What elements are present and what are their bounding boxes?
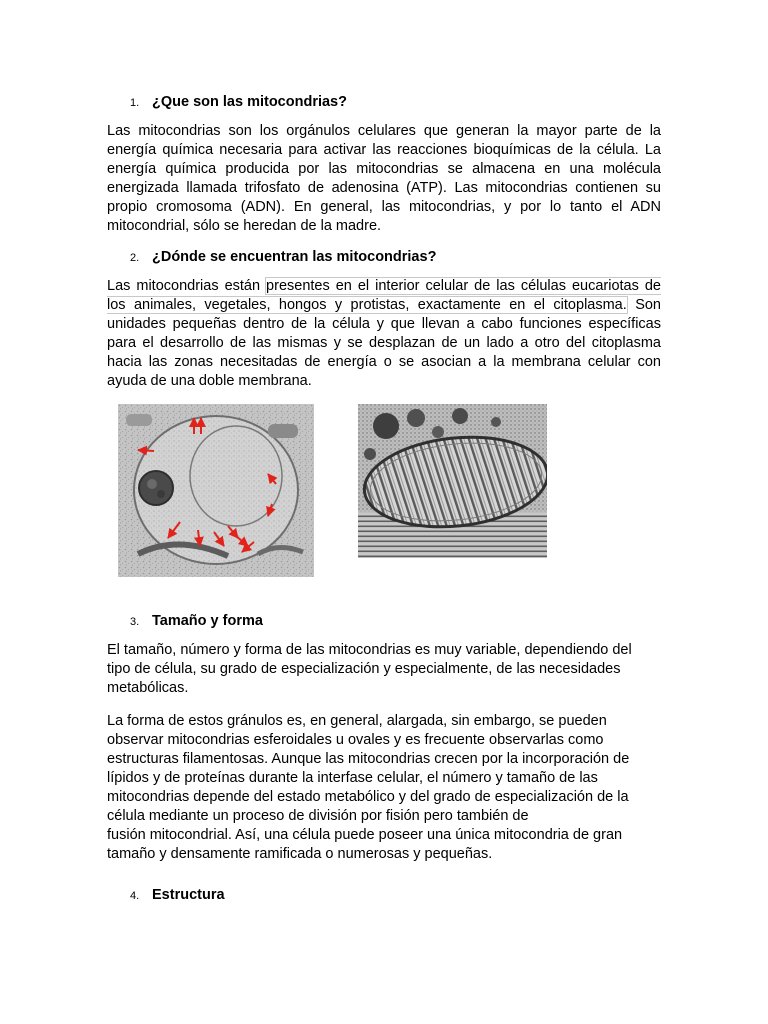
section-3-heading [130, 612, 263, 631]
text-run: Las mitocondrias están [107, 278, 267, 294]
text-line: energizada llamada trifosfato de adenosina (ATP). Las mitocondrias contienen su [107, 180, 661, 196]
section-1-heading [130, 93, 347, 112]
section-2-title: ¿Dónde se encuentran las mitocondrias? [152, 249, 437, 265]
text-line: Las mitocondrias son los orgánulos celulares que generan la mayor parte de la [107, 123, 661, 139]
text-line [107, 277, 661, 296]
text-line: energía química producida por las mitocondrias se almacena en una molécula [107, 161, 661, 177]
text-line: observar mitocondrias esferoidales u ovales y es frecuente observarlas como [107, 732, 604, 748]
section-2-paragraph [107, 277, 661, 391]
text-line: mitocondrias depende del estado metabólico y del grado de especialización de la [107, 789, 629, 805]
mitochondrion-micrograph-image [358, 404, 547, 558]
text-line: tipo de célula, su grado de especialización y especialmente, de las necesidades [107, 661, 621, 677]
text-line [107, 296, 661, 315]
section-3-paragraph-1 [107, 641, 661, 698]
text-line: propio cromosoma (ADN). En general, las mitocondrias, y por lo tanto el ADN [107, 199, 661, 215]
text-line: El tamaño, número y forma de las mitocondrias es muy variable, dependiendo del [107, 642, 632, 658]
highlighted-text: los animales, vegetales, hongos y protistas, exactamente en el citoplasma. [107, 297, 627, 313]
text-line: célula mediante un proceso de división por fisión pero también de [107, 808, 529, 824]
section-4-heading [130, 886, 225, 905]
section-3-title: Tamaño y forma [152, 613, 263, 629]
section-1-paragraph [107, 122, 661, 236]
text-line: unidades pequeñas dentro de la célula y que llevan a cabo funciones específicas [107, 316, 661, 332]
section-1-title: ¿Que son las mitocondrias? [152, 94, 347, 110]
text-line: energía química necesaria para activar las reacciones bioquímicas de la célula. La [107, 142, 661, 158]
text-run: Son [626, 297, 661, 313]
text-line: estructuras filamentosas. Aunque las mitocondrias crecen por la incorporación de [107, 751, 630, 767]
text-line: para el desarrollo de las mismas y se desplazan de un lado a otro del citoplasma [107, 335, 661, 351]
text-line: lípidos y de proteínas durante la interfase celular, el número y tamaño de las [107, 770, 598, 786]
text-line: metabólicas. [107, 680, 189, 696]
text-line: hacia las zonas necesitadas de energía o se asocian a la membrana celular con [107, 354, 661, 370]
section-1-number: 1. [130, 97, 140, 109]
section-2-heading [130, 248, 436, 267]
mitochondrion-micrograph-graphic [358, 404, 547, 558]
text-line: ayuda de una doble membrana. [107, 373, 312, 389]
section-2-number: 2. [130, 252, 140, 264]
text-line: fusión mitocondrial. Así, una célula puede poseer una única mitocondria de gran [107, 827, 623, 843]
section-4-title: Estructura [152, 887, 225, 903]
section-4-number: 4. [130, 890, 140, 902]
cell-micrograph-image [118, 404, 314, 577]
highlighted-text: presentes en el interior celular de las células eucariotas de [266, 278, 661, 294]
cell-micrograph-graphic [118, 404, 314, 577]
text-line: La forma de estos gránulos es, en general, alargada, sin embargo, se pueden [107, 713, 607, 729]
text-line: tamaño y densamente ramificada o numerosas y pequeñas. [107, 846, 493, 862]
section-3-number: 3. [130, 616, 140, 628]
section-3-paragraph-2 [107, 712, 661, 864]
text-line: mitocondrial, sólo se heredan de la madre. [107, 218, 382, 234]
